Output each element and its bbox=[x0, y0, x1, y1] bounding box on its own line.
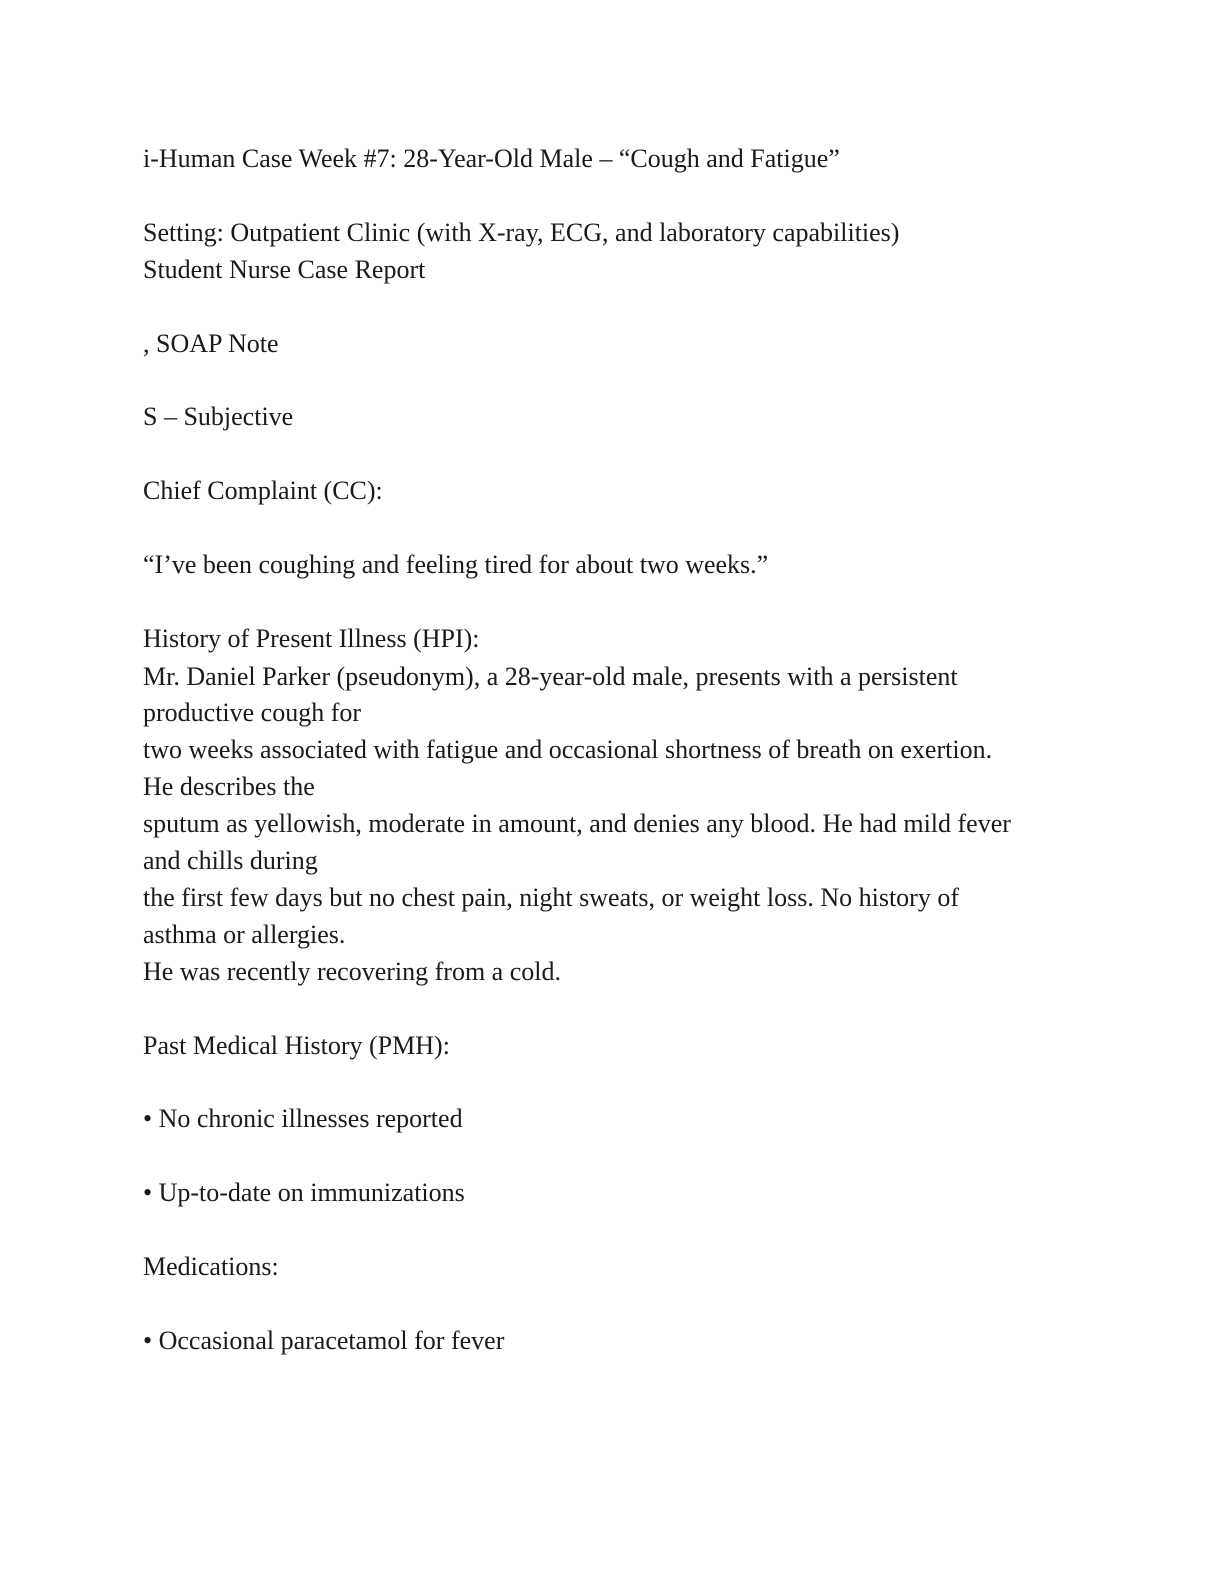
hpi-line: productive cough for bbox=[143, 698, 362, 727]
hpi-line: sputum as yellowish, moderate in amount, and denies any blood. He had mild fever bbox=[143, 809, 1011, 838]
soap-heading: , SOAP Note bbox=[143, 329, 279, 358]
medication-item: • Occasional paracetamol for fever bbox=[143, 1326, 505, 1355]
hpi-line: Mr. Daniel Parker (pseudonym), a 28-year-old male, presents with a persistent bbox=[143, 662, 958, 691]
chief-complaint-quote: “I’ve been coughing and feeling tired for about two weeks.” bbox=[143, 550, 769, 579]
setting-line: Setting: Outpatient Clinic (with X-ray, ECG, and laboratory capabilities) bbox=[143, 218, 900, 247]
subjective-heading: S – Subjective bbox=[143, 402, 294, 431]
hpi-line: two weeks associated with fatigue and occasional shortness of breath on exertion. bbox=[143, 735, 993, 764]
report-type: Student Nurse Case Report bbox=[143, 255, 426, 284]
pmh-item: • No chronic illnesses reported bbox=[143, 1104, 463, 1133]
hpi-line: He describes the bbox=[143, 772, 315, 801]
medications-label: Medications: bbox=[143, 1252, 279, 1281]
pmh-label: Past Medical History (PMH): bbox=[143, 1031, 450, 1060]
pmh-item: • Up-to-date on immunizations bbox=[143, 1178, 465, 1207]
hpi-line: asthma or allergies. bbox=[143, 920, 346, 949]
hpi-label: History of Present Illness (HPI): bbox=[143, 624, 480, 653]
hpi-line: and chills during bbox=[143, 846, 318, 875]
chief-complaint-label: Chief Complaint (CC): bbox=[143, 476, 383, 505]
hpi-line: He was recently recovering from a cold. bbox=[143, 957, 561, 986]
case-title: i-Human Case Week #7: 28-Year-Old Male – “Cough and Fatigue” bbox=[143, 144, 840, 173]
hpi-line: the first few days but no chest pain, night sweats, or weight loss. No history of bbox=[143, 883, 959, 912]
